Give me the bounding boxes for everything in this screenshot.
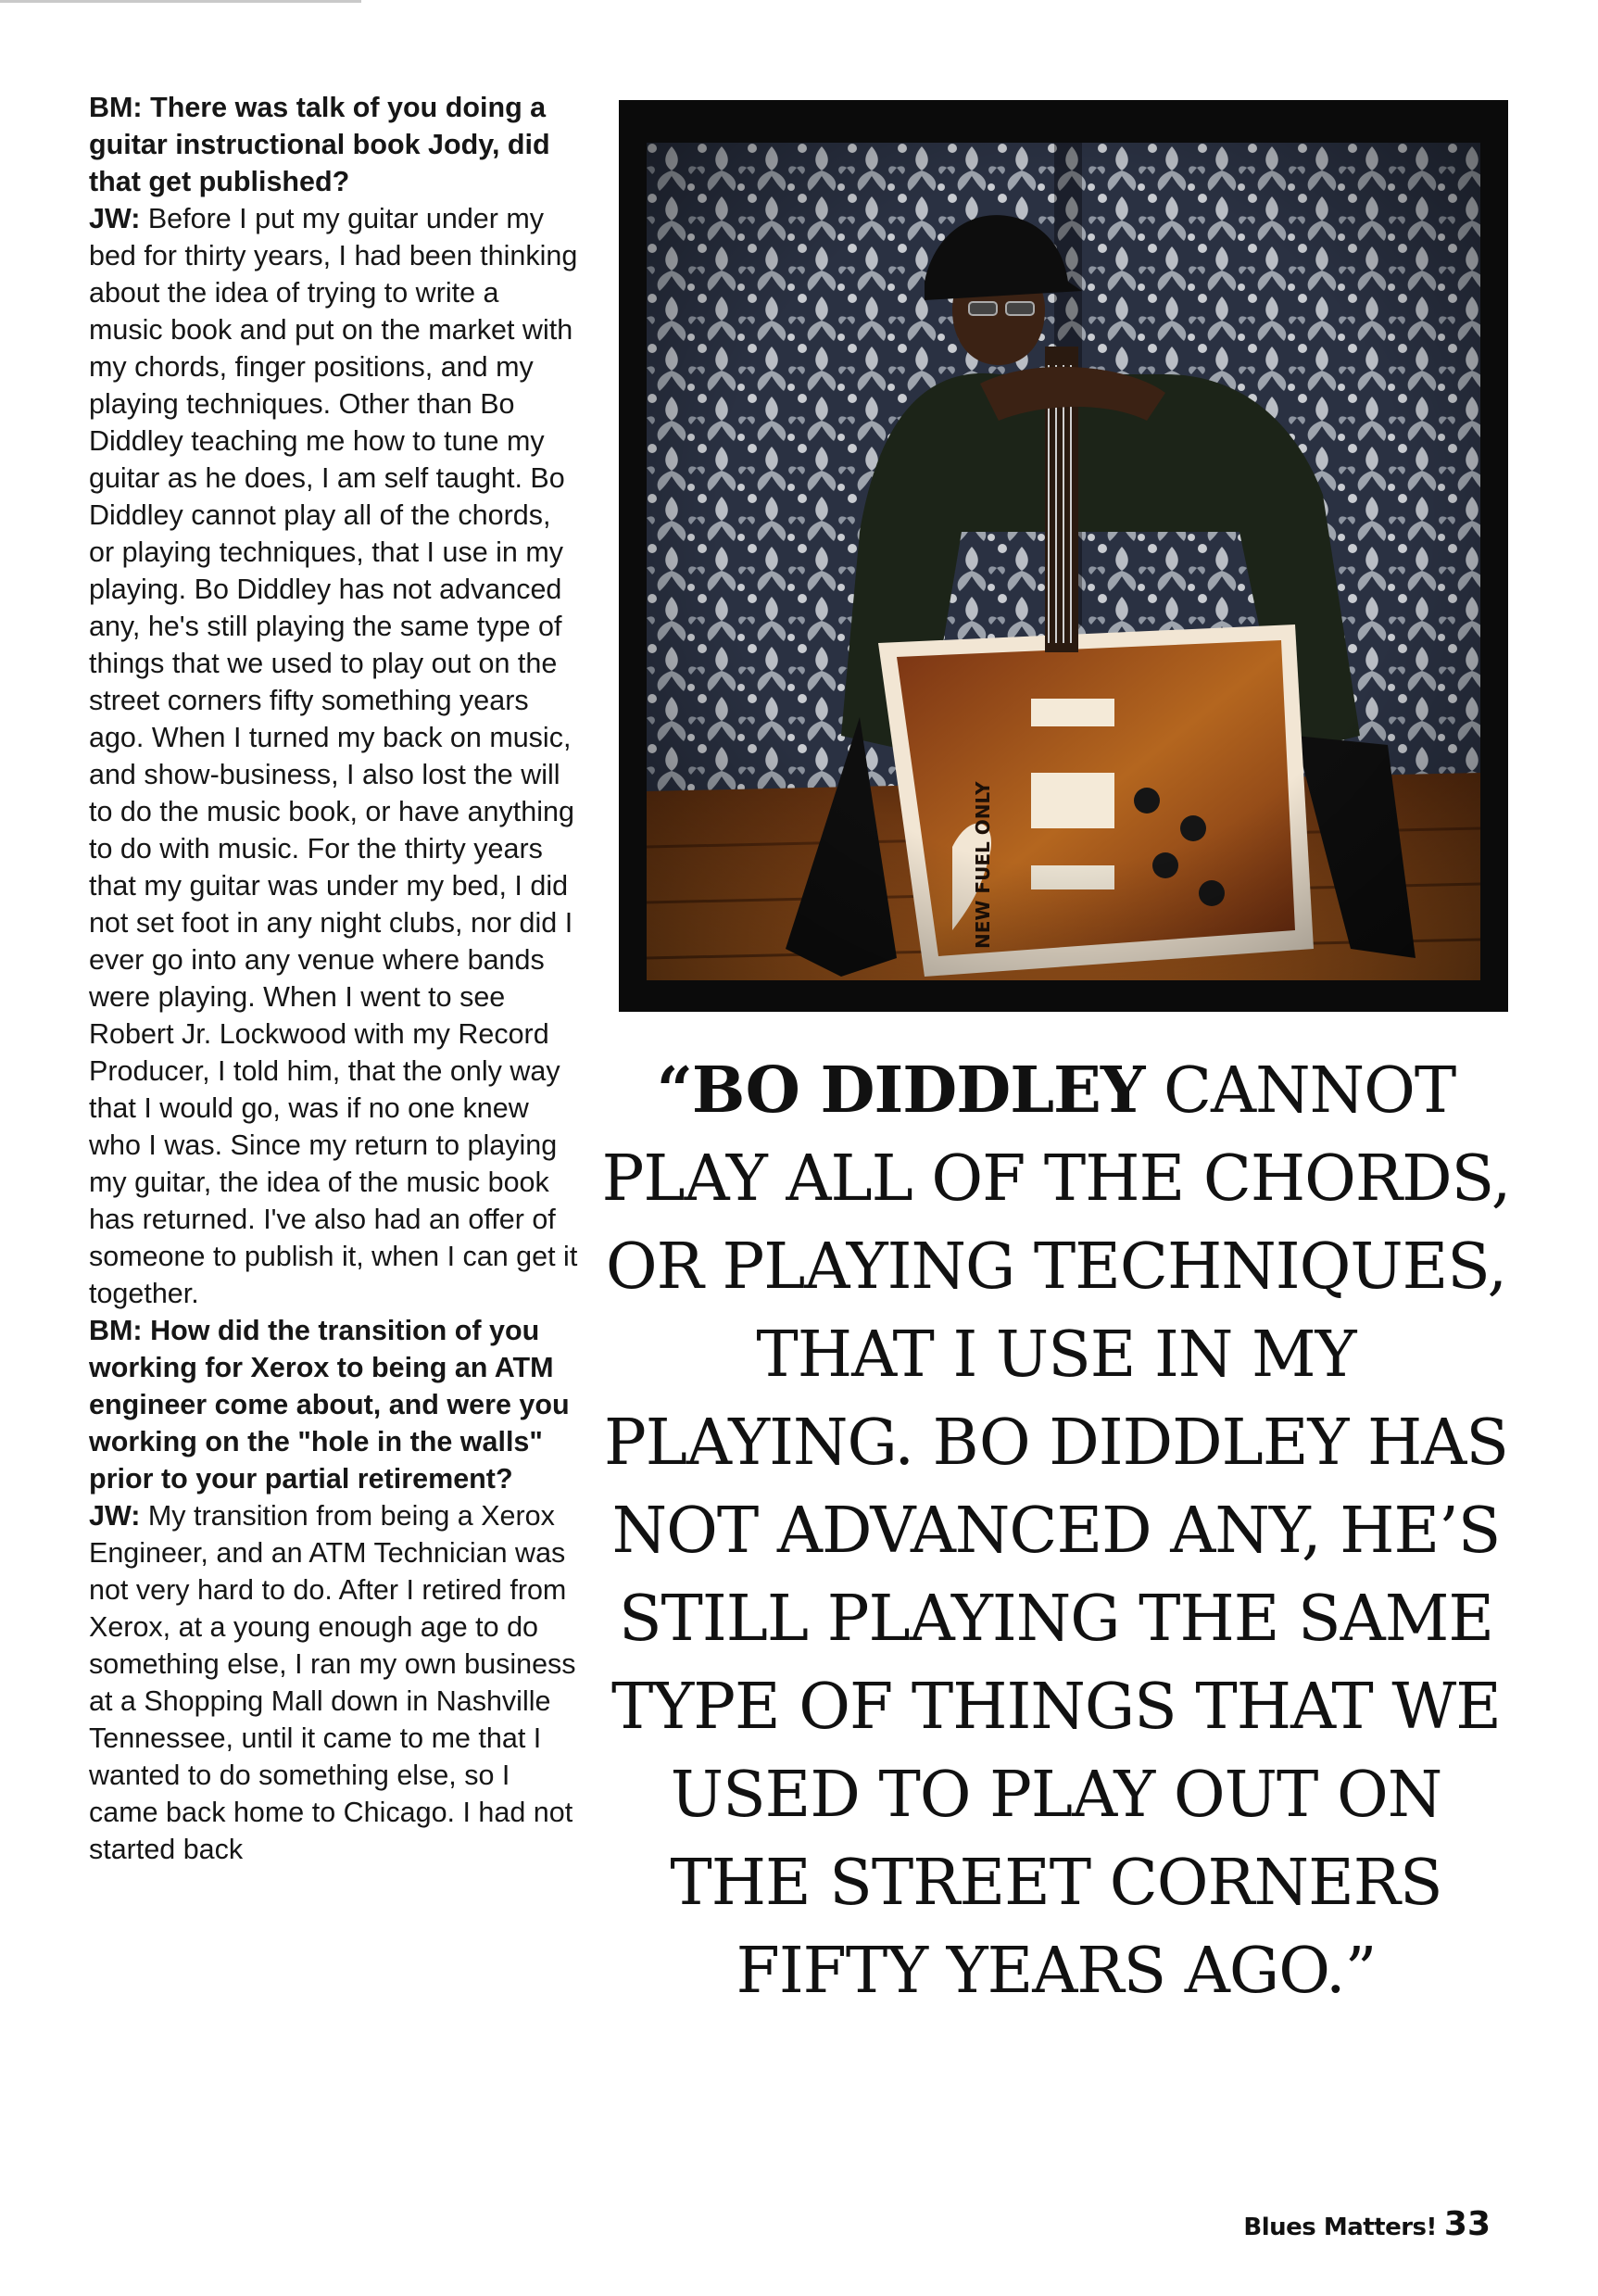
speaker-label: JW: — [89, 1500, 141, 1532]
pull-quote-lead: “BO DIDDLEY — [656, 1053, 1145, 1128]
pull-quote-text: CANNOT PLAY ALL OF THE CHORDS, OR PLAYING TECHNIQUES, THAT I USE IN MY PLAYING. BO DIDDLEY HAS NOT ADVANCED ANY, HE’S STILL PLAYING THE SAME TYPE OF THINGS THAT WE USED TO PLAY OUT ON THE STREET CORNERS FIFTY YEARS AGO.” — [601, 1054, 1511, 2008]
photo-frame — [619, 100, 1508, 1012]
answer-text: Before I put my guitar under my bed for thirty years, I had been thinking about the idea of trying to write a music book and put on the market with my chords, finger positions, and my playing techniques. Other than Bo Diddley teaching me how to tune my guitar as he does, I am self taught. Bo Diddley cannot play all of the chords, or playing techniques, that I use in my playing. Bo Diddley has not advanced any, he's still playing the same type of things that we used to play out on the street corners fifty something years ago. When I turned my back on music, and show-business, I also lost the will to do the music book, or have anything to do with music. For the thirty years that my guitar was under my bed, I did not set foot in any night clubs, nor did I ever go into any venue where bands were playing. When I went to see Robert Jr. Lockwood with my Record Producer, I told him, that the only way that I would go, was if no one knew who I was. Since my return to playing my guitar, the idea of the music book has returned. I've also had an offer of someone to publish it, when I can get it together. — [89, 203, 578, 1309]
question-text: There was talk of you doing a guitar instructional book Jody, did that get published? — [89, 92, 550, 197]
answer-text: My transition from being a Xerox Engineer, and an ATM Technician was not very hard to do. After I retired from Xerox, at a young enough age to do something else, I ran my own business at a Shopping Mall down in Nashville Tennessee, until it came to me that I wanted to do something else, so I came back home to Chicago. I had not started back — [89, 1500, 576, 1865]
question-text: How did the transition of you working for Xerox to being an ATM engineer come about, and were you working on the "hole in the walls" prior to your partial retirement? — [89, 1315, 570, 1495]
paragraph-4 — [89, 1497, 580, 1868]
magazine-name: Blues Matters! — [1243, 2214, 1437, 2241]
paragraph-3 — [89, 1312, 580, 1497]
speaker-label: JW: — [89, 203, 141, 234]
guitarist-photo — [647, 143, 1480, 980]
page-number: 33 — [1443, 2205, 1491, 2243]
top-rule — [0, 0, 361, 3]
pull-quote — [593, 1047, 1519, 2015]
paragraph-1 — [89, 89, 580, 200]
article-body — [89, 89, 580, 1868]
paragraph-2 — [89, 200, 580, 1312]
page-folio — [1243, 2205, 1491, 2243]
speaker-label: BM: — [89, 92, 143, 123]
speaker-label: BM: — [89, 1315, 143, 1346]
